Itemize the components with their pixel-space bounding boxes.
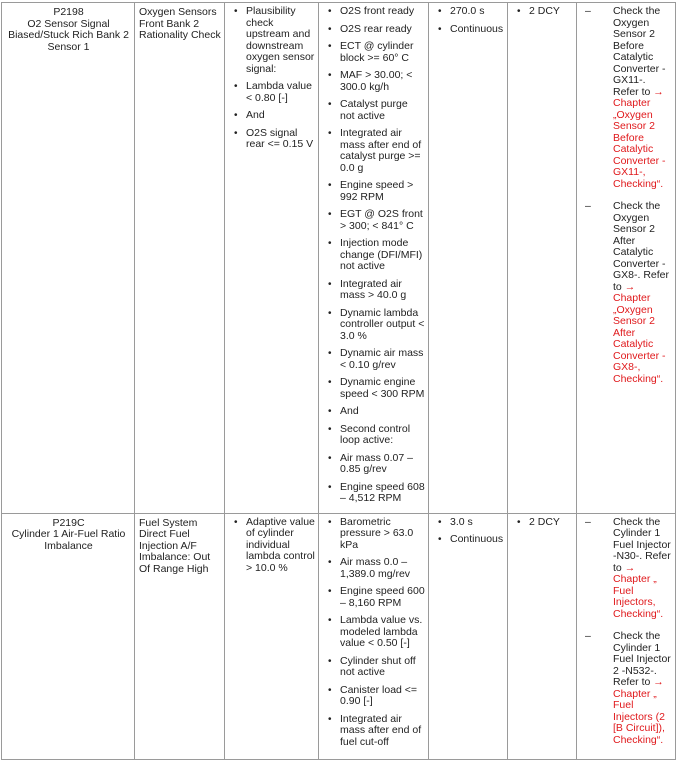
enable-condition-item: • Catalyst purge not active bbox=[340, 99, 425, 122]
repair-action-item bbox=[613, 201, 672, 385]
mil-illumination-cell bbox=[508, 513, 577, 760]
enable-condition-item: • Integrated air mass after end of catalyst purge >= 0.0 g bbox=[340, 128, 425, 174]
enable-condition-item: • Barometric pressure > 63.0 kPa bbox=[340, 517, 425, 552]
mil-illumination-item: • 2 DCY bbox=[529, 6, 573, 18]
repair-actions-cell bbox=[577, 513, 676, 760]
enable-condition-item: • Second control loop active: bbox=[340, 424, 425, 447]
malfunction-criteria-item: • Plausibility check upstream and downstream oxygen sensor signal: bbox=[246, 6, 315, 75]
enable-condition-list bbox=[323, 6, 425, 505]
dtc-code-cell bbox=[2, 513, 135, 760]
repair-action-text: Check the Cylinder 1 Fuel Injector 2 -N532-. Refer to bbox=[613, 630, 671, 688]
malfunction-criteria-item: • Lambda value < 0.80 [-] bbox=[246, 81, 315, 104]
monitor-strategy: Oxygen Sensors Front Bank 2 Rationality Check bbox=[139, 6, 221, 41]
time-required-item: • Continuous bbox=[450, 24, 504, 36]
repair-action-list bbox=[581, 6, 672, 385]
enable-condition-item: • And bbox=[340, 406, 425, 418]
time-required-cell bbox=[429, 513, 508, 760]
malfunction-criteria-list bbox=[229, 517, 315, 575]
time-required-cell bbox=[429, 3, 508, 514]
dtc-description: Cylinder 1 Air-Fuel Ratio Imbalance bbox=[11, 528, 126, 552]
time-required-list bbox=[433, 517, 504, 546]
monitor-strategy-cell bbox=[135, 513, 225, 760]
enable-condition-item: • MAF > 30.00; < 300.0 kg/h bbox=[340, 70, 425, 93]
table-row bbox=[2, 513, 676, 760]
enable-condition-item: • O2S front ready bbox=[340, 6, 425, 18]
chapter-link[interactable]: → Chapter „Oxygen Sensor 2 After Catalytic Converter -GX8-, Checking“. bbox=[613, 280, 666, 385]
enable-conditions-cell bbox=[319, 513, 429, 760]
mil-illumination-list bbox=[512, 6, 573, 18]
malfunction-criteria-cell bbox=[225, 3, 319, 514]
enable-condition-item: • Canister load <= 0.90 [-] bbox=[340, 685, 425, 708]
chapter-link[interactable]: → Chapter „ Fuel Injectors, Checking“. bbox=[613, 561, 664, 620]
enable-condition-item: • Cylinder shut off not active bbox=[340, 656, 425, 679]
enable-condition-item: • Engine speed > 992 RPM bbox=[340, 180, 425, 203]
monitor-strategy: Fuel System Direct Fuel Injection A/F Imbalance: Out Of Range High bbox=[139, 516, 211, 575]
time-required-item: • 270.0 s bbox=[450, 6, 504, 18]
dtc-code: P219C bbox=[52, 516, 85, 529]
repair-action-text: Check the Oxygen Sensor 2 After Catalytic Converter -GX8-. Refer to bbox=[613, 200, 670, 293]
dtc-description: O2 Sensor Signal Biased/Stuck Rich Bank 2 Sensor 1 bbox=[8, 17, 129, 53]
enable-condition-item: • EGT @ O2S front > 300; < 841° C bbox=[340, 209, 425, 232]
dtc-table-body bbox=[2, 3, 676, 760]
enable-condition-item: • Injection mode change (DFI/MFI) not active bbox=[340, 238, 425, 273]
mil-illumination-cell bbox=[508, 3, 577, 514]
dtc-table bbox=[1, 2, 676, 760]
enable-condition-item: • Air mass 0.07 – 0.85 g/rev bbox=[340, 453, 425, 476]
enable-condition-item: • Lambda value vs. modeled lambda value < 0.50 [-] bbox=[340, 615, 425, 650]
dtc-code: P2198 bbox=[53, 6, 84, 18]
malfunction-criteria-item: • And bbox=[246, 110, 315, 122]
malfunction-criteria-list bbox=[229, 6, 315, 151]
enable-condition-item: • Dynamic lambda controller output < 3.0 % bbox=[340, 308, 425, 343]
enable-condition-item: • Air mass 0.0 – 1,389.0 mg/rev bbox=[340, 557, 425, 580]
repair-action-item bbox=[613, 631, 672, 746]
enable-condition-item: • Dynamic air mass < 0.10 g/rev bbox=[340, 348, 425, 371]
enable-condition-item: • Integrated air mass after end of fuel cut-off bbox=[340, 714, 425, 749]
time-required-item: • Continuous bbox=[450, 534, 504, 546]
repair-action-text: Check the Cylinder 1 Fuel Injector -N30-. Refer to bbox=[613, 515, 671, 574]
repair-action-text: Check the Oxygen Sensor 2 Before Catalytic Converter -GX11-. Refer to bbox=[613, 5, 666, 98]
time-required-item: • 3.0 s bbox=[450, 517, 504, 529]
repair-action-item bbox=[613, 517, 672, 621]
time-required-list bbox=[433, 6, 504, 35]
chapter-link[interactable]: → Chapter „ Fuel Injectors (2 [B Circuit]), Checking“. bbox=[613, 676, 665, 746]
dtc-code-cell bbox=[2, 3, 135, 514]
enable-condition-item: • Engine speed 608 – 4,512 RPM bbox=[340, 482, 425, 505]
malfunction-criteria-item: • O2S signal rear <= 0.15 V bbox=[246, 128, 315, 151]
malfunction-criteria-cell bbox=[225, 513, 319, 760]
repair-action-list bbox=[581, 517, 672, 747]
enable-condition-item: • ECT @ cylinder block >= 60° C bbox=[340, 41, 425, 64]
enable-condition-item: • O2S rear ready bbox=[340, 24, 425, 36]
enable-condition-item: • Engine speed 600 – 8,160 RPM bbox=[340, 586, 425, 609]
chapter-link[interactable]: → Chapter „Oxygen Sensor 2 Before Catalytic Converter -GX11-, Checking“. bbox=[613, 85, 666, 190]
malfunction-criteria-item: • Adaptive value of cylinder individual lambda control > 10.0 % bbox=[246, 517, 315, 575]
mil-illumination-list bbox=[512, 517, 573, 529]
table-row bbox=[2, 3, 676, 514]
enable-condition-list bbox=[323, 517, 425, 749]
enable-condition-item: • Integrated air mass > 40.0 g bbox=[340, 279, 425, 302]
enable-conditions-cell bbox=[319, 3, 429, 514]
enable-condition-item: • Dynamic engine speed < 300 RPM bbox=[340, 377, 425, 400]
repair-action-item bbox=[613, 6, 672, 190]
mil-illumination-item: • 2 DCY bbox=[529, 517, 573, 529]
repair-actions-cell bbox=[577, 3, 676, 514]
monitor-strategy-cell bbox=[135, 3, 225, 514]
